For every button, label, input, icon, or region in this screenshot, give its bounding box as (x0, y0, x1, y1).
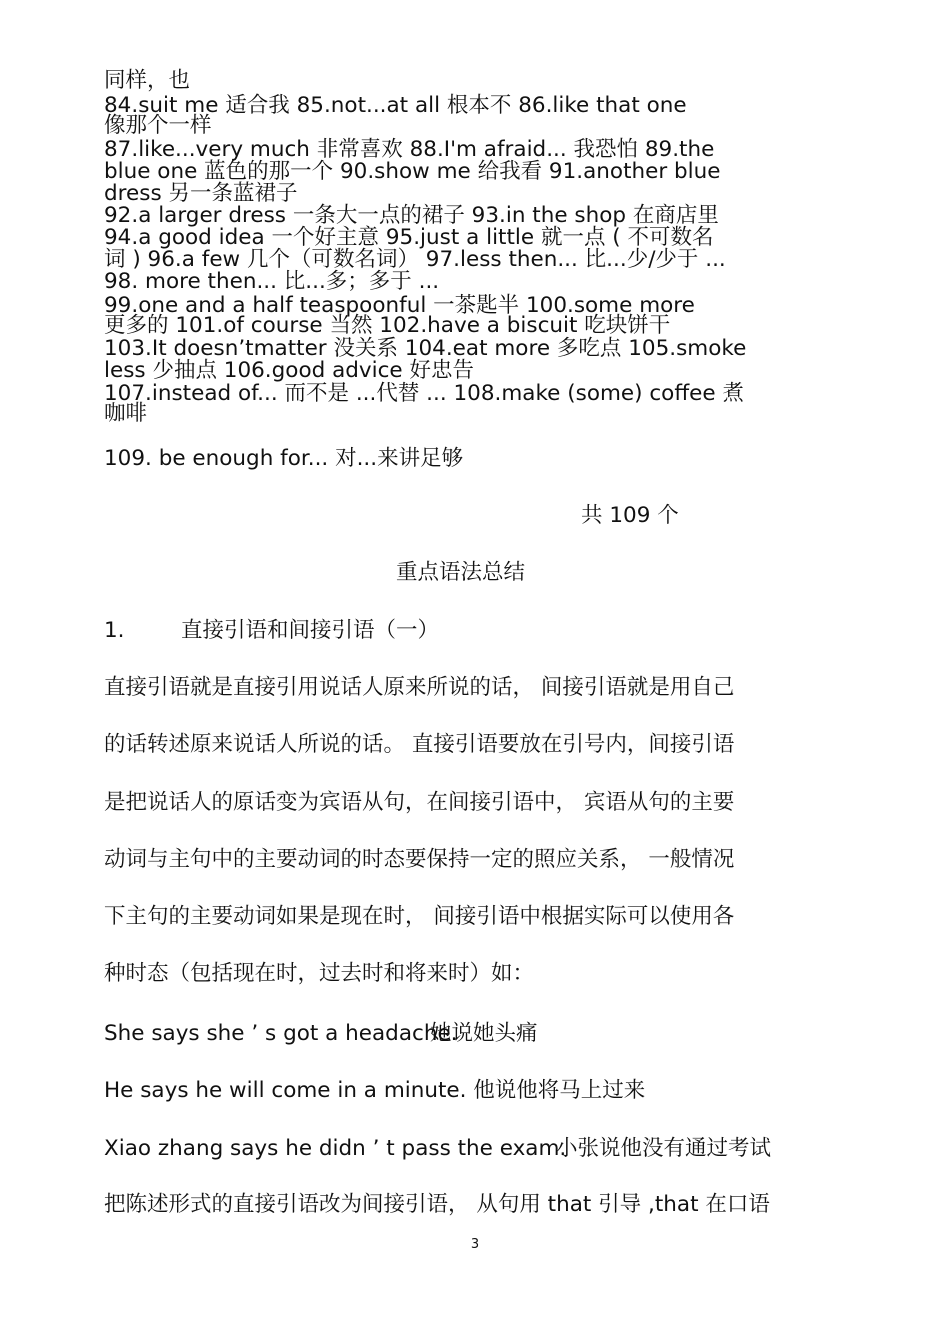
last-paragraph-line: 把陈述形式的直接引语改为间接引语， 从句用 that 引导 ,that 在口语 (104, 1192, 770, 1217)
vocab-line-13: 103.It doesn’tmatter 没关系 104.eat more 多吃点 105.smoke (104, 336, 747, 361)
total-count: 共 109 个 (581, 503, 679, 528)
vocab-line-6: dress 另一条蓝裙子 (104, 181, 298, 206)
vocab-line-16: 咖啡 (104, 401, 148, 426)
vocab-line-4: 87.like...very much 非常喜欢 88.I'm afraid... 我恐怕 89.the (104, 137, 715, 162)
vocab-line-5: blue one 蓝色的那一个 90.show me 给我看 91.another blue (104, 159, 721, 184)
vocab-line-2: 84.suit me 适合我 85.not...at all 根本不 86.like that one (104, 93, 687, 118)
paragraph-line-4: 动词与主句中的主要动词的时态要保持一定的照应关系， 一般情况 (104, 847, 735, 872)
heading-text: 直接引语和间接引语（一） (181, 618, 440, 643)
example-1-chinese: 她说她头痛 (430, 1021, 538, 1046)
example-3-english: Xiao zhang says he didn ’ t pass the exam. (104, 1136, 567, 1161)
paragraph-line-1: 直接引语就是直接引用说话人原来所说的话， 间接引语就是用自己 (104, 675, 735, 700)
paragraph-line-5: 下主句的主要动词如果是现在时， 间接引语中根据实际可以使用各 (104, 904, 735, 929)
vocab-line-14: less 少抽点 106.good advice 好忠告 (104, 358, 474, 383)
heading-number: 1. (104, 618, 125, 643)
vocab-item-109: 109. be enough for... 对...来讲足够 (104, 446, 464, 471)
paragraph-line-3: 是把说话人的原话变为宾语从句，在间接引语中， 宾语从句的主要 (104, 790, 735, 815)
example-3-chinese: 小张说他没有通过考试 (556, 1136, 772, 1161)
example-1-english: She says she ’ s got a headache. (104, 1021, 458, 1046)
vocab-line-7: 92.a larger dress 一条大一点的裙子 93.in the shop 在商店里 (104, 203, 719, 228)
paragraph-line-2: 的话转述原来说话人所说的话。 直接引语要放在引号内，间接引语 (104, 732, 735, 757)
vocab-line-1: 同样，也 (104, 68, 191, 93)
vocab-line-10: 98. more then... 比...多；多于 ... (104, 269, 440, 294)
paragraph-line-6: 种时态（包括现在时，过去时和将来时）如： (104, 961, 535, 986)
vocab-line-8: 94.a good idea 一个好主意 95.just a little 就一点 ( 不可数名 (104, 225, 714, 250)
vocab-line-9: 词 ) 96.a few 几个（可数名词） 97.less then... 比...少/少于 ... (104, 247, 726, 272)
section-heading (104, 618, 440, 644)
vocab-line-3: 像那个一样 (104, 113, 212, 138)
vocab-line-12: 更多的 101.of course 当然 102.have a biscuit 吃块饼干 (104, 313, 671, 338)
example-2: He says he will come in a minute. 他说他将马上过来 (104, 1078, 646, 1103)
page-number: 3 (470, 1237, 480, 1252)
section-title: 重点语法总结 (396, 560, 526, 585)
vocab-line-11: 99.one and a half teaspoonful 一茶匙半 100.some more (104, 293, 695, 318)
vocab-line-15: 107.instead of... 而不是 ...代替 ... 108.make (some) coffee 煮 (104, 381, 744, 406)
